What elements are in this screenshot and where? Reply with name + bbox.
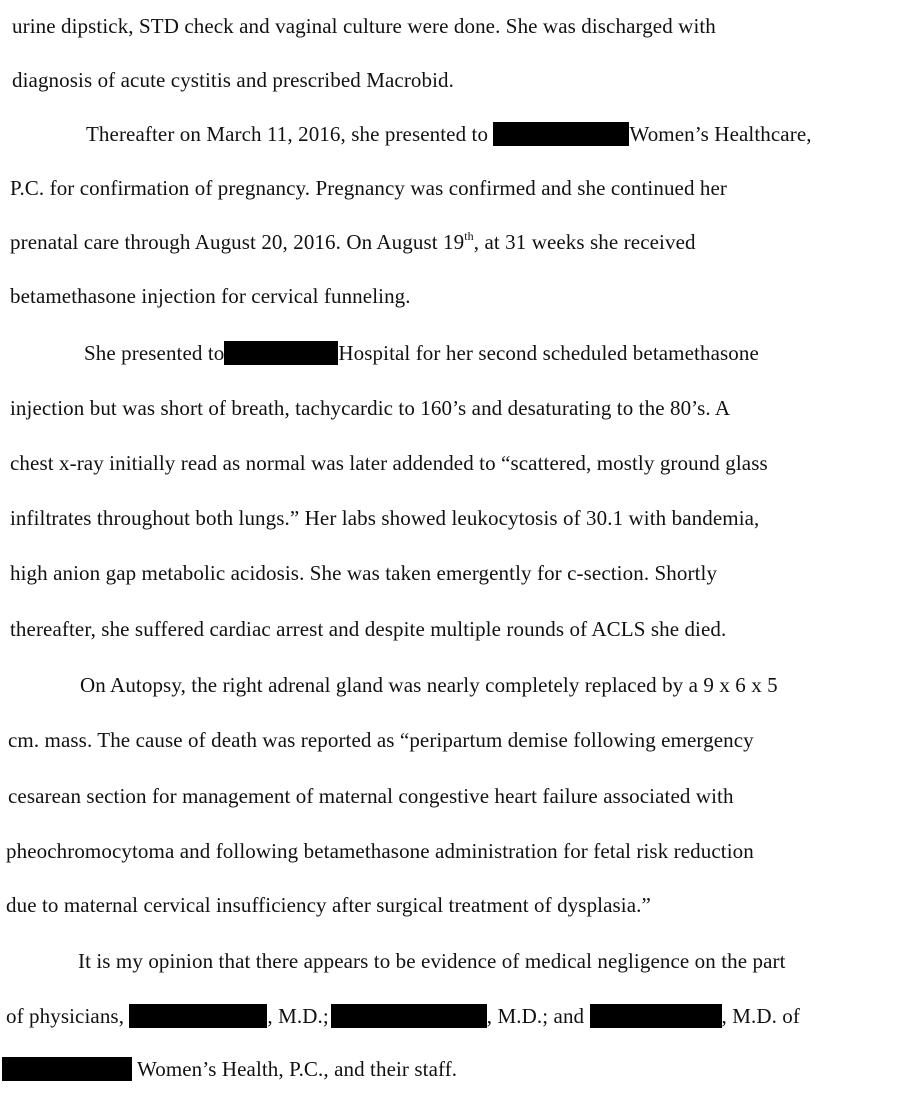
text-line: diagnosis of acute cystitis and prescribed Macrobid. [12,68,454,92]
text-segment: , at 31 weeks she received [473,230,696,254]
text-line: pheochromocytoma and following betamethasone administration for fetal risk reduction [6,839,754,863]
text-line: It is my opinion that there appears to be evidence of medical negligence on the part [78,949,786,973]
text-segment: , M.D.; [267,1004,329,1028]
text-line: cesarean section for management of maternal congestive heart failure associated with [8,784,734,808]
redaction-bar [129,1004,267,1028]
redaction-bar [331,1004,487,1028]
text-line: betamethasone injection for cervical funneling. [10,284,411,308]
redaction-bar [2,1057,132,1081]
text-line: On Autopsy, the right adrenal gland was nearly completely replaced by a 9 x 6 x 5 [80,673,778,697]
text-segment: , M.D.; and [486,1004,585,1028]
text-segment: Women’s Healthcare, [629,122,812,146]
text-line: cm. mass. The cause of death was reported as “peripartum demise following emergency [8,728,754,752]
text-line: urine dipstick, STD check and vaginal culture were done. She was discharged with [12,14,716,38]
superscript: th [464,229,474,243]
text-line: P.C. for confirmation of pregnancy. Pregnancy was confirmed and she continued her [10,176,728,200]
text-line: due to maternal cervical insufficiency after surgical treatment of dysplasia.” [6,893,651,917]
text-segment: She presented to [84,341,225,365]
text-line: infiltrates throughout both lungs.” Her labs showed leukocytosis of 30.1 with bandemia, [10,506,760,530]
text-line: injection but was short of breath, tachycardic to 160’s and desaturating to the 80’s. A [10,396,731,420]
text-line: thereafter, she suffered cardiac arrest and despite multiple rounds of ACLS she died. [10,617,727,641]
text-segment: Women’s Health, P.C., and their staff. [136,1057,458,1081]
redaction-bar [590,1004,722,1028]
text-segment: prenatal care through August 20, 2016. On August 19 [10,230,465,254]
redaction-bar [493,122,629,146]
text-segment: Thereafter on March 11, 2016, she presented to [86,122,489,146]
redaction-bar [224,341,338,365]
text-line [2,1056,457,1082]
text-line: high anion gap metabolic acidosis. She was taken emergently for c-section. Shortly [10,561,718,585]
text-segment: Hospital for her second scheduled betamethasone [338,341,759,365]
text-segment: , M.D. of [721,1004,800,1028]
text-line: chest x-ray initially read as normal was later addended to “scattered, mostly ground glass [10,451,768,475]
text-line [6,1003,800,1029]
text-segment: of physicians, [6,1004,125,1028]
text-line [86,121,812,147]
text-line [10,229,696,255]
text-line [84,340,759,366]
